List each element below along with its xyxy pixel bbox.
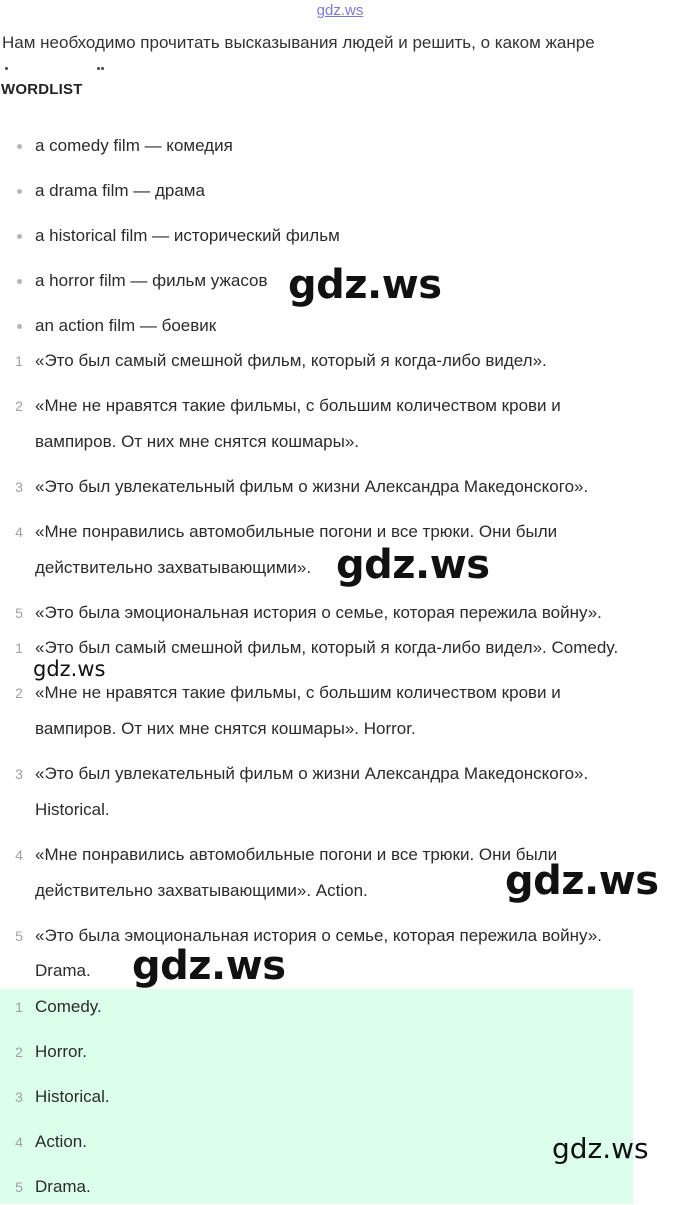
item-text: действительно захватывающими».: [35, 558, 312, 577]
item-number: 4: [15, 524, 23, 540]
item-text: «Мне не нравятся такие фильмы, с большим количеством крови и: [35, 396, 561, 415]
item-text: a horror film — фильм ужасов: [35, 271, 268, 290]
statement-line: [0, 424, 680, 460]
item-text: «Это был увлекательный фильм о жизни Александра Македонского».: [35, 764, 589, 783]
item-number: 5: [15, 1179, 23, 1195]
statement-line: [0, 595, 680, 631]
watermark: gdz.ws: [288, 262, 442, 308]
intro-text: Нам необходимо прочитать высказывания людей и решить, о каком жанре: [2, 33, 595, 52]
item-text: «Это был увлекательный фильм о жизни Александра Македонского».: [35, 477, 589, 496]
item-text: «Мне не нравятся такие фильмы, с большим количеством крови и: [35, 683, 561, 702]
item-text: «Это был самый смешной фильм, который я когда-либо видел».: [35, 351, 547, 370]
bullet-icon: [17, 189, 22, 194]
item-text: «Мне понравились автомобильные погони и все трюки. Они были: [35, 522, 558, 541]
answered-statement-line: [0, 711, 680, 747]
wordlist-item: [0, 218, 680, 254]
item-number: 5: [15, 605, 23, 621]
item-text: an action film — боевик: [35, 316, 217, 335]
item-number: 4: [15, 1134, 23, 1150]
wordlist-heading: WORDLIST: [1, 81, 83, 98]
cut-off-line: [2, 58, 112, 74]
site-link[interactable]: gdz.ws: [316, 2, 364, 19]
statement-line: [0, 469, 680, 505]
item-text: вампиров. От них мне снятся кошмары».: [35, 432, 359, 451]
item-text: Historical.: [35, 800, 110, 819]
item-number: 5: [15, 928, 23, 944]
bullet-icon: [17, 144, 22, 149]
answered-statement-line: [0, 953, 680, 989]
bullet-icon: [17, 324, 22, 329]
wordlist-item: [0, 128, 680, 164]
item-text: a drama film — драма: [35, 181, 205, 200]
item-number: 2: [15, 1044, 23, 1060]
item-text: Historical.: [35, 1087, 110, 1106]
watermark: gdz.ws: [505, 858, 659, 904]
item-text: «Это была эмоциональная история о семье, которая пережила войну».: [35, 603, 602, 622]
item-number: 3: [15, 479, 23, 495]
answered-statement-line: [0, 756, 680, 792]
statement-line: [0, 388, 680, 424]
item-text: a historical film — исторический фильм: [35, 226, 340, 245]
item-text: a comedy film — комедия: [35, 136, 233, 155]
item-number: 4: [15, 847, 23, 863]
item-text: действительно захватывающими». Action.: [35, 881, 368, 900]
answered-statement-line: [0, 792, 680, 828]
answer-item: [0, 1034, 680, 1070]
statement-line: [0, 343, 680, 379]
item-number: 3: [15, 766, 23, 782]
bullet-icon: [17, 234, 22, 239]
item-text: Drama.: [35, 1177, 91, 1196]
item-text: Drama.: [35, 961, 91, 980]
item-number: 3: [15, 1089, 23, 1105]
answer-item: [0, 989, 680, 1025]
watermark: gdz.ws: [33, 657, 106, 681]
answer-item: [0, 1079, 680, 1115]
wordlist-item: [0, 173, 680, 209]
wordlist-item: [0, 308, 680, 344]
item-number: 2: [15, 685, 23, 701]
item-text: Horror.: [35, 1042, 87, 1061]
item-number: 2: [15, 398, 23, 414]
item-text: «Это был самый смешной фильм, который я когда-либо видел». Comedy.: [35, 638, 619, 657]
item-number: 1: [15, 640, 23, 656]
item-text: Action.: [35, 1132, 87, 1151]
watermark: gdz.ws: [552, 1132, 649, 1165]
item-text: вампиров. От них мне снятся кошмары». Horror.: [35, 719, 416, 738]
item-text: Comedy.: [35, 997, 102, 1016]
item-number: 1: [15, 353, 23, 369]
answered-statement-line: [0, 918, 680, 954]
item-text: «Мне понравились автомобильные погони и все трюки. Они были: [35, 845, 558, 864]
answer-item: [0, 1169, 680, 1205]
watermark: gdz.ws: [336, 542, 490, 588]
watermark: gdz.ws: [132, 943, 286, 989]
item-text: «Это была эмоциональная история о семье, которая пережила войну».: [35, 926, 602, 945]
bullet-icon: [17, 279, 22, 284]
item-number: 1: [15, 999, 23, 1015]
